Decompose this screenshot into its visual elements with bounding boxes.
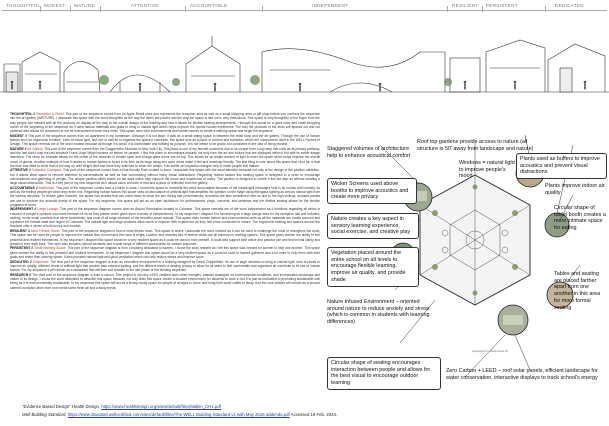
annotation-nature-infused: Nature Infused Environment – oriented around nature to reduce anxiety and stress (which is common in students with learning differences): [327, 299, 430, 326]
paragraph-thoughtful: [10, 112, 320, 133]
header-label-accountable: ACCOUNTABLE: [190, 3, 228, 8]
paragraph-body: This part of the sequence diagram is from a building dedicated to women. I chose the word resilient as I felt this space was needed for women to help one another. This space gives women the ability to feel peaceful and resilient themselves. In my sequence I diagram this space would be a very resilient space as it could be used to trained gathered and a lot more to help them with their goals and share their working space. It also provides natural light and good ventilation which can help reduce stress and improve focus.: [10, 246, 320, 259]
paragraph-modest: [10, 134, 320, 147]
paragraph-title: ACCOUNTABLE //: [10, 185, 38, 190]
paragraph-title: THOUGHTFUL //: [10, 112, 36, 116]
paragraph-title: PERSISTENT //: [10, 246, 34, 251]
paragraph-body: This part of the sequence comes from an Apple Retail store and represents the reception area as well as a small shopping area or gift shop before you continue the sequence into the art gallery (WRITURE). I associate this space with the word thoughtful as the way the items are placed and the way the space is laid out is very meticulous. This space is very thoughtful of the buyer from the way people can interact with all the products on display all the way to the overall design of the building and how it allows for flexible seating arrangements. I thought this would be a good entry and small shopping center of the beginning of the sequence as it uses natural materials and glass to bring in natural light which helps improve the overall human experience. The way the products of the store are spaced out and not cluttered also allows for customers to not be overwhelmed when they enter. This space uses both environmental and human factors to create a calming space and begin the sequence.: [10, 112, 320, 133]
assignment-ref: Assignment 3 + Assignment 10: [472, 350, 508, 353]
reference-text: Well Building Standard,: [22, 411, 68, 417]
paragraph-body: This part of the sequence diagram is from a mind fitness room. This space is where I associate the word resilient as it can be used to challenge the mind or strengthen the body. This space can be used for people to improve the natural flow of mind and the room is bright, colorful, and includes lots of texture which are all common in working spaces. This space gives women the ability to feel peaceful and resilient themselves. In my sequence I diagram this space would be a very resilient space as it could be used to train oneself. It could also support both active and passive use and find mental clarity and growth in their daily lives. The room also includes natural elements and a wide range of different accessories for various purposes.: [10, 229, 320, 246]
paragraph-tag: Mind Fitness Room:: [30, 229, 61, 234]
paragraph-body: This part of the sequence comes from a final friendly Park located in town. I associate this space with the word attentive because not only is the design of the pavilion attractive, but it allows ideal space to remove attention to conversations as well as that surrounding without many visual distractions. Regarding human factors this seating space is designed in a circle to encourage conversations and gathering of people. The unique pavilion offers shade on hot days which help improve the mood and experience of users. The pavilion is designed to create a link but also so without creating a large visual obstruction. This is a key part of my new sequence as it allows users a breath of rest and a place of reflection from the gallery.: [10, 168, 320, 186]
paragraph-title: INDEPENDENT //: [10, 207, 37, 212]
annotation-staggered-volumes: Staggered volumes of architecture help to enhance acoustical comfort: [327, 146, 411, 159]
annotation-wicker-screens: Wicker Screens used above booths to improve acoustics and create more privacy: [327, 178, 417, 204]
annotation-vegetation: Vegetation placed around the entire school on all levels to encourage flexible learning, improve air quality, and provide shade: [327, 247, 419, 287]
reference-text: "Evidence Based Design" Health Design,: [22, 404, 102, 409]
paragraph-research: [10, 273, 320, 290]
annotation-tables-seating: Tables and seating are placed farther apart from one another in this area for more formal seating: [554, 271, 601, 311]
paragraph-tag: Reception & Relief:: [36, 112, 65, 116]
paragraph-dedicated: [10, 260, 320, 273]
paragraph-tag: Classroom:: [32, 259, 50, 264]
paragraph-resilient: [10, 229, 320, 246]
paragraph-title: MATURE //: [10, 146, 27, 151]
paragraph-body: This part of the sequence comes from the Guggenheim Museum in New York City. This place is one of my favorite museums due to its unique form, long ramp that curls as its primary pathway, and the fact that it was the last structure Frank Lloyd Wright worked on before he passed. I find this place to encompass maturity not only from the art and culture that are displayed within it but with its subtle design intentions. The ramp for example allows for the center of the museum to remain open and a large glass dome sits on top. This allows for an ample amount of light to enter the space which helps improve the overall mood of guests. Another example of how it relates to human factors is found in its form as its large rising and open views make it feel and handicap friendly. The last thing to note about this space that I find fun is that the floor was tilted to circle that of the way up until Wright died and there they switched to lower the ramps. This subtle yet impactful changes help to make people feel mature.: [10, 146, 320, 168]
annotation-windows: Windows = natural light to improve people's mood: [459, 160, 515, 180]
reference-link[interactable]: https://www.healthdesign.org/sites/default/files/Malkin_CH1.pdf: [101, 404, 221, 409]
header-label-modest: MODEST: [44, 3, 66, 8]
reference-link[interactable]: https://www.standard.wellcertified.com/sites/default/files/The WELL Building Standard v1 with May 2016 addenda.pdf: [67, 411, 290, 417]
paragraph-attentive: [10, 168, 320, 185]
annotation-plants-air: Plants improve indoor air quality: [545, 183, 605, 196]
paragraph-title: RESILIENT //: [10, 229, 30, 234]
paragraph-persistent: [10, 246, 320, 259]
header-label-thoughtful: THOUGHTFUL: [6, 3, 41, 8]
annotation-circular-table: Circular shape of table/ booth creates a more intimate space for eating: [554, 205, 606, 232]
paragraph-title: DEDICATED //: [10, 259, 32, 264]
annotation-plants-buffers: Plants used as buffers to improve acoustics and prevent visual distractions: [516, 153, 607, 179]
paragraph-tag: Auditorium:: [38, 185, 56, 190]
annotation-zero-carbon: Zero Carbon + LEED – roof solar panels, efficient landscape for water conservation, interactive displays to track school's energy: [446, 368, 598, 381]
paragraph-title: RESEARCH //: [10, 272, 32, 277]
references: [22, 403, 337, 418]
paragraph-title: ATTENTIVE //: [10, 168, 31, 173]
reference-accessed: Accessed 19 Feb. 2024.: [289, 411, 338, 417]
paragraph-tag: Collective Courtyard:: [31, 168, 63, 173]
paragraph-tag: Art Gallery:: [27, 146, 44, 151]
paragraph-body: The final part of the sequence diagram is from an innovative environment in a building designed by David Chipperfield. Its use of large windows to bring in natural light, tons of plants to improve air quality, different levels of artificial light that provide task-oriented lighting, and the different levels of seating privacy to allow for all users to feel comfortable and organized all contribute to its use of human factors. For my sequence it will remain as a restaurant that will then suit suitable to the last phase of the building sequence.: [10, 259, 320, 273]
reference-2: [22, 411, 337, 419]
header-label-persistent: PERSISTENT: [486, 3, 518, 8]
header-rule: [2, 10, 607, 11]
header-label-resilient: RESILIENT: [452, 3, 479, 8]
annotation-roof-gardens: Roof top gardens provide access to nature (all structure is 50' away from landscape and nature): [417, 139, 534, 152]
annotation-circular-seating: Circular shape of seating encourages interaction between people and allows for the best visual to encourage outdoor learning: [327, 357, 441, 390]
architectural-section-strip: [0, 12, 609, 110]
paragraph-title: MODEST //: [10, 133, 27, 138]
paragraph-body: The third part of the sequence diagram is from a school. This project is not only LEED certified uses clean energies, passive strategies for environmental conditions, and incorporates landscape and nature in its design. I chose the word dedicated to describe this space because not only does this space create a focused environment for students to work in but it is just as dedicated to promoting sustainable well being as it is environmentally sustainable. In my sequence this space will act as a library/ study space for people of all ages to come and bring their work/ coffee to study. And the rose outside will remain as a second catered courtyard when ever one needs some fresh air and a study break.: [10, 272, 320, 290]
header-label-attentive: ATTENTIVE: [131, 3, 159, 8]
paragraph-independent: [10, 207, 320, 228]
paragraph-tag: Large Lounge:: [37, 207, 59, 212]
paragraph-body: This part of the sequence comes from a church in Iowa. I found this space to resemble the word accountable because of the meaningful messages held in its murals and honesty, as well as the feeling people get when they enter one. Regarding human factors this space uses an abundance of artificial light that amplifies the speaker on the stage using fiberglass lighting as well as natural light from the various windows. To reduce glare however, the space has shades that can come down to block the sun during late performances. Acoustics are also considered here as due to the high ceilings, acoustic panels are use to improve the acoustic trueity of the space. For my sequence, this space will act as an open auditorium for performances, plays, concerts, and seminars and the flexible seating allows for the flexible programs to occur.: [10, 185, 320, 207]
paragraph-accountable: [10, 186, 320, 207]
header-label-dedicated: DEDICATED: [555, 3, 584, 8]
reference-1: [22, 403, 337, 411]
header-label-mature: MATURE: [74, 3, 95, 8]
header-label-independent: INDEPENDENT: [312, 3, 349, 8]
annotation-nature-key: Nature creates a key aspect in sensory learning experience, social exercise, and creative play: [327, 213, 419, 239]
paragraph-body: This part of the sequence diagram comes from an Airport Renovation located in Colorado. This space reminds me of the word independent as it functions regarding all which is ensured of people's opinions who have freedom to do as they please which gives them a sense of independence. In my sequence I diagram it is functioning as a large lounge area for the reception hall and includes, seating, some small counters that serve food/drinks, and most of all large windows of the beautiful areas outside. This space uses human factors and environmental ones as all the materials are locally sourced and represent the natural state and region of Colorado. The natural light and large windows allow users to improve their experience as they feel more connected to nature. The ergonomic seating and spaces around the fireplace offer a sense of both luxury and comfort.: [10, 207, 320, 229]
paragraph-body: This part of the sequence comes from an apartment in my hometown. Although it is not large, it acts as a small sitting space in between the retail shop and the art gallery. Through the use of human factors such as ergonomic furniture, even at visual light, and use of wall art to organize the space it succeeds, this space acts as a place of comfort and transition, which are components used in the WELL Factors of Design. This space reminds me of the word modest because all though it is small, it is comfortable and fulfilling its purpose. It is not meant to be grand, but consistent in the idea of being modest.: [10, 133, 320, 147]
body-text: [10, 112, 320, 290]
paragraph-tag: Small Working Space:: [34, 246, 67, 251]
paragraph-mature: [10, 147, 320, 168]
